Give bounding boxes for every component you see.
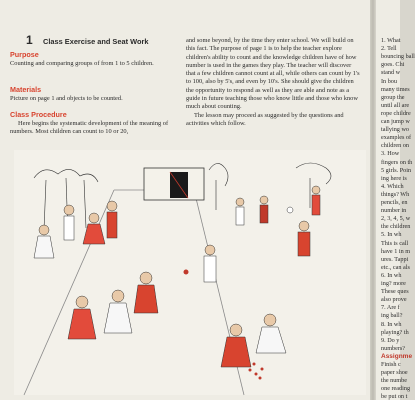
right-column-line: ing ball? [381,312,403,320]
right-column-line: Finish c [381,361,401,368]
right-column-line: the numbe [381,377,407,385]
right-column-line: the children [381,223,411,231]
adjacent-page-column [377,0,415,400]
right-column-line: 8. In wh [381,320,402,328]
purpose-heading: Purpose [10,50,39,59]
column2-paragraph-2: The lesson may proceed as suggested by the questions and activities which follow. [186,111,344,127]
right-column-line: In bou [381,77,397,85]
right-column-line: ing? more [381,280,406,287]
right-column-line: etc., can als [381,263,410,271]
right-column-line: children on [381,142,410,150]
right-column-line: Assignme [381,352,413,360]
right-column-line: 3. How [381,150,400,158]
right-column-line: bouncing ball [381,53,415,61]
procedure-text: Here begins the systematic development of the meaning of numbers. Most children can count to 10 or 20, [10,120,169,135]
right-column-line: 1. What [381,37,401,44]
right-column-line: ures. Tappi [381,255,409,263]
right-column-line: 6. In wh [381,271,402,279]
right-column-line: ing here is [381,174,407,182]
right-column-line: until all are [381,101,410,109]
right-column-line: playing? th [381,328,409,336]
right-column-line: 9. Do y [381,336,400,344]
column2-paragraph-1: and some beyond, by the time they enter school. We will build on this fact. The purpose of page 1 is to help the teacher explore children's ability to count and the knowledge children have of how number is used in the games they play. The teacher will discover that a few children cannot count at all, while others can count by 1's to 100, also by 5's, and even by 10's. She should give the children the opportunity to respond as well as they are able and note as a guide in future teaching those who know little and those who know much about counting. [186,37,360,111]
right-column-line: be put on t [381,393,408,400]
right-column-line: number in [381,207,407,215]
right-column-line: This is call [381,239,409,247]
materials-heading: Materials [10,85,42,94]
right-column-line: goes. Chi [381,61,405,69]
right-column-line: also prove [381,296,407,304]
purpose-text: Counting and comparing groups of from 1 to 5 children. [10,60,154,67]
right-column-line: numbers? [381,344,406,352]
lesson-title: Class Exercise and Seat Work [43,37,149,46]
lesson-column-2 [186,37,362,128]
right-column-line: 2, 3, 4, 5, w [381,215,411,223]
right-column-line: pencils, en [381,199,408,206]
lesson-number: 1 [26,33,33,47]
right-column-line: have 1 in m [381,247,411,255]
right-column-line: fingers on th [381,158,413,166]
right-column-line: 5. In wh [381,231,402,239]
right-column-line: group the [381,93,405,101]
right-column-line: can jump w [381,118,410,125]
materials-text: Picture on page 1 and objects to be counted. [10,95,123,102]
page-gutter [370,0,376,400]
right-column-line: paper shoe [381,369,408,377]
right-column-line: tallying wo [381,126,410,134]
right-column-line: 2. Tell [381,45,397,53]
children-playing-picture [14,150,366,395]
right-column-line: These ques [381,288,409,296]
right-column-line: stand w [381,69,401,77]
right-column-line: one reading [381,385,411,393]
right-column-line: 4. Which [381,182,404,190]
right-column-line: 5 girls. Poin [381,166,412,174]
right-column-line: many times [381,85,410,93]
right-column-line: rope childre [381,109,411,117]
right-column-line: examples of [381,134,412,142]
playground-illustration [14,150,366,395]
procedure-heading: Class Procedure [10,110,67,119]
right-column-line: 7. Are f [381,304,400,312]
right-column-line: things? Wh [381,190,410,198]
